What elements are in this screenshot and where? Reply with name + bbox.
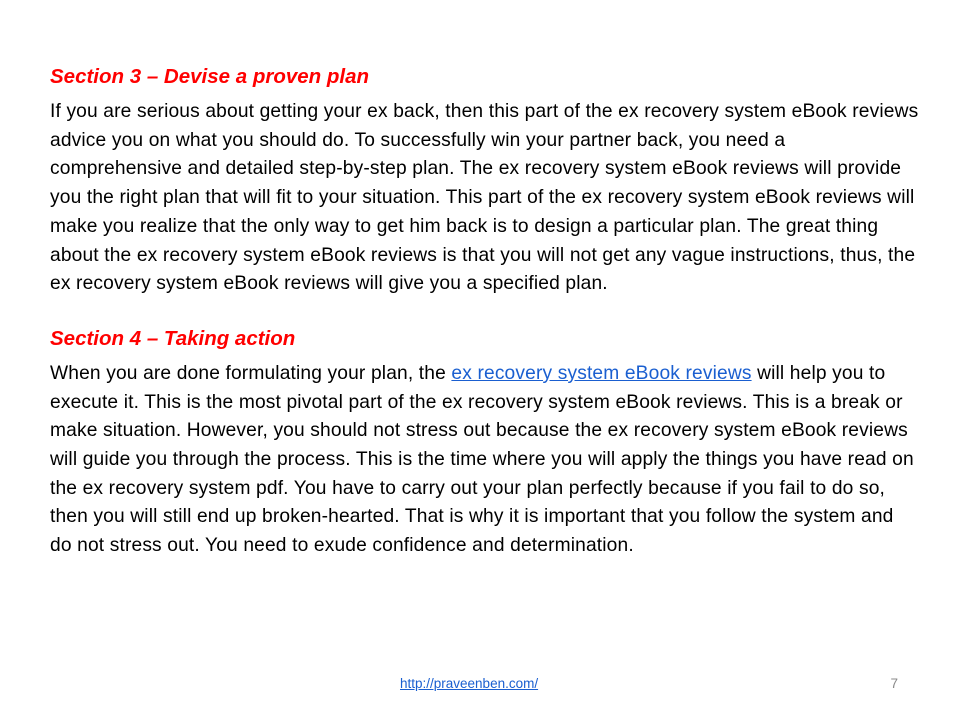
ex-recovery-reviews-link[interactable]: ex recovery system eBook reviews xyxy=(451,362,752,384)
section-4-body-rest: will help you to execute it. This is the most pivotal part of the ex recovery system eBook reviews. This is a break or make situation. However, you should not stress out because the ex recovery system eBook reviews will guide you through the process. This is the time where you will apply the things you have read on the ex recovery system pdf. You have to carry out your plan perfectly because if you fail to do so, then you will still end up broken-hearted. That is why it is important that you follow the system and do not stress out. You need to exude confidence and determination. xyxy=(50,362,914,557)
page-number: 7 xyxy=(890,676,898,691)
slide-content xyxy=(50,62,920,561)
section-spacer xyxy=(50,299,920,324)
section-3-heading: Section 3 – Devise a proven plan xyxy=(50,65,370,88)
section-3-body: If you are serious about getting your ex back, then this part of the ex recovery system eBook reviews advice you on what you should do. To successfully win your partner back, you need a comprehensive and detailed step-by-step plan. The ex recovery system eBook reviews will provide you the right plan that will fit to your situation. This part of the ex recovery system eBook reviews will make you realize that the only way to get him back is to design a particular plan. The great thing about the ex recovery system eBook reviews is that you will not get any vague instructions, thus, the ex recovery system eBook reviews will give you a specified plan. xyxy=(50,101,919,295)
footer-url-link[interactable]: http://praveenben.com/ xyxy=(400,676,539,691)
section-4-heading: Section 4 – Taking action xyxy=(50,326,296,350)
section-4-body-intro: When you are done formulating your plan, the xyxy=(50,362,452,384)
section-4-body xyxy=(50,360,920,561)
